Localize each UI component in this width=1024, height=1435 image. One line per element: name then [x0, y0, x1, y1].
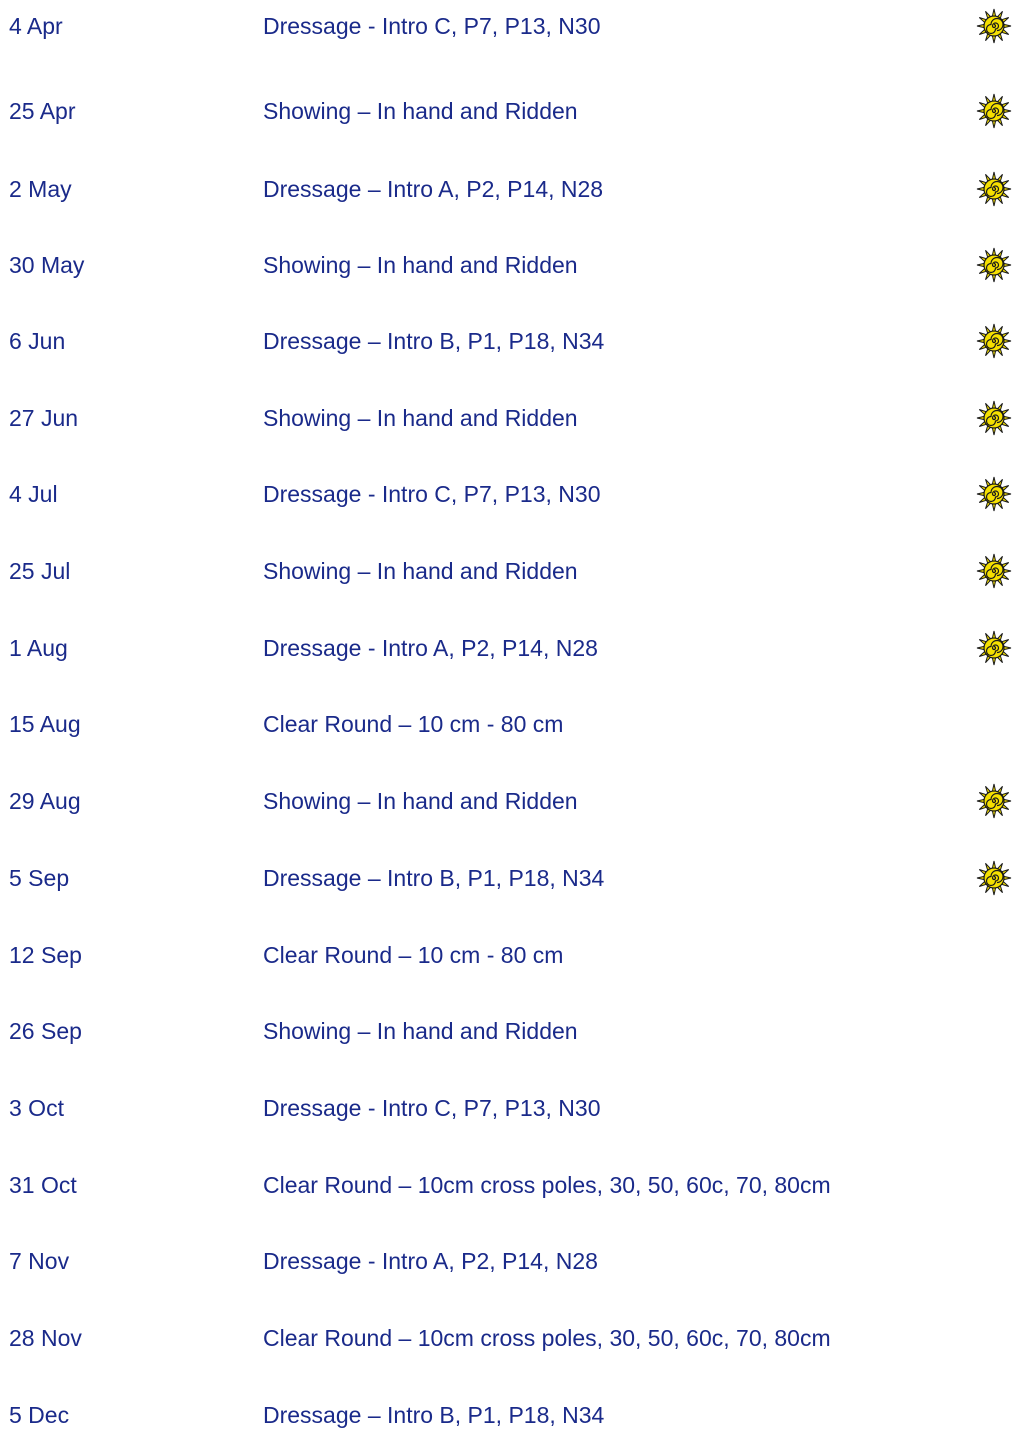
schedule-row	[0, 628, 1024, 668]
sun-icon	[976, 8, 1012, 44]
event-date: 4 Jul	[9, 481, 58, 507]
schedule-row	[0, 169, 1024, 209]
schedule-row	[0, 1395, 1024, 1435]
event-description: Clear Round – 10cm cross poles, 30, 50, 60c, 70, 80cm	[263, 1172, 831, 1198]
event-date: 12 Sep	[9, 942, 82, 968]
schedule-row	[0, 321, 1024, 361]
event-description: Clear Round – 10 cm - 80 cm	[263, 942, 564, 968]
event-description: Dressage - Intro C, P7, P13, N30	[263, 13, 601, 39]
event-description: Dressage - Intro A, P2, P14, N28	[263, 1248, 598, 1274]
schedule-row	[0, 1241, 1024, 1281]
sun-icon	[976, 476, 1012, 512]
sun-icon	[976, 247, 1012, 283]
event-date: 7 Nov	[9, 1248, 70, 1274]
event-date: 2 May	[9, 176, 72, 202]
event-date: 3 Oct	[9, 1095, 64, 1121]
schedule-row	[0, 1088, 1024, 1128]
event-description: Showing – In hand and Ridden	[263, 558, 578, 584]
event-description: Showing – In hand and Ridden	[263, 98, 578, 124]
event-date: 6 Jun	[9, 328, 66, 354]
event-date: 5 Dec	[9, 1402, 70, 1428]
event-date: 31 Oct	[9, 1172, 77, 1198]
sun-icon	[976, 860, 1012, 896]
schedule-row	[0, 551, 1024, 591]
event-date: 26 Sep	[9, 1018, 82, 1044]
event-description: Showing – In hand and Ridden	[263, 788, 578, 814]
event-description: Dressage – Intro B, P1, P18, N34	[263, 1402, 605, 1428]
event-description: Dressage - Intro A, P2, P14, N28	[263, 635, 598, 661]
event-date: 30 May	[9, 252, 85, 278]
event-date: 4 Apr	[9, 13, 63, 39]
schedule-row	[0, 398, 1024, 438]
event-description: Dressage – Intro A, P2, P14, N28	[263, 176, 604, 202]
event-description: Showing – In hand and Ridden	[263, 1018, 578, 1044]
schedule-row	[0, 781, 1024, 821]
event-date: 1 Aug	[9, 635, 68, 661]
event-date: 27 Jun	[9, 405, 79, 431]
sun-icon	[976, 93, 1012, 129]
schedule-row	[0, 935, 1024, 975]
event-date: 5 Sep	[9, 865, 70, 891]
sun-icon	[976, 171, 1012, 207]
event-date: 25 Jul	[9, 558, 71, 584]
event-date: 29 Aug	[9, 788, 81, 814]
schedule-row	[0, 1011, 1024, 1051]
event-description: Showing – In hand and Ridden	[263, 405, 578, 431]
event-description: Dressage - Intro C, P7, P13, N30	[263, 1095, 601, 1121]
sun-icon	[976, 323, 1012, 359]
event-description: Clear Round – 10cm cross poles, 30, 50, 60c, 70, 80cm	[263, 1325, 831, 1351]
event-date: 25 Apr	[9, 98, 76, 124]
schedule-row	[0, 1318, 1024, 1358]
schedule-row	[0, 474, 1024, 514]
schedule-row	[0, 704, 1024, 744]
schedule-row	[0, 6, 1024, 46]
schedule-row	[0, 91, 1024, 131]
schedule-row	[0, 858, 1024, 898]
event-date: 28 Nov	[9, 1325, 82, 1351]
event-description: Dressage – Intro B, P1, P18, N34	[263, 328, 605, 354]
event-description: Dressage - Intro C, P7, P13, N30	[263, 481, 601, 507]
schedule-row	[0, 245, 1024, 285]
sun-icon	[976, 783, 1012, 819]
sun-icon	[976, 400, 1012, 436]
sun-icon	[976, 553, 1012, 589]
event-description: Clear Round – 10 cm - 80 cm	[263, 711, 564, 737]
event-description: Dressage – Intro B, P1, P18, N34	[263, 865, 605, 891]
event-description: Showing – In hand and Ridden	[263, 252, 578, 278]
schedule-row	[0, 1165, 1024, 1205]
event-date: 15 Aug	[9, 711, 81, 737]
sun-icon	[976, 630, 1012, 666]
